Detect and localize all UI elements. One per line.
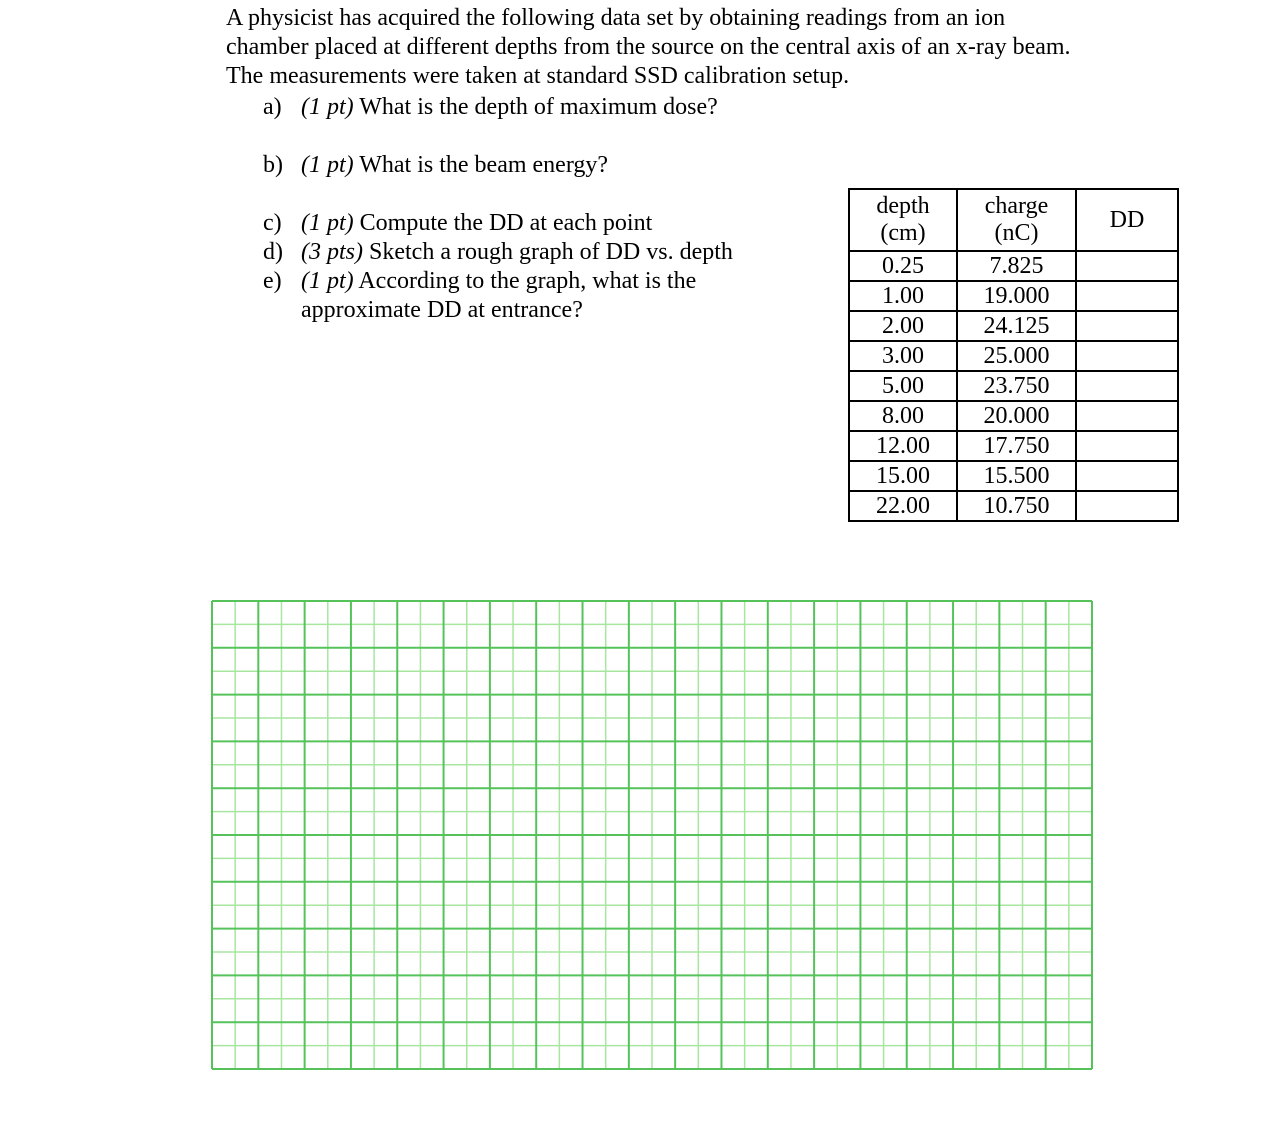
header-dd-line1: DD xyxy=(1109,206,1145,233)
cell-dd[interactable] xyxy=(1076,401,1178,431)
cell-charge: 10.750 xyxy=(957,491,1076,521)
header-charge xyxy=(957,189,1076,251)
table-row xyxy=(849,371,1178,401)
cell-dd[interactable] xyxy=(1076,431,1178,461)
graph-paper[interactable] xyxy=(211,600,1093,1070)
question-e-label: e) xyxy=(263,268,282,294)
cell-charge: 15.500 xyxy=(957,461,1076,491)
cell-depth: 3.00 xyxy=(849,341,957,371)
table-row xyxy=(849,341,1178,371)
cell-depth: 8.00 xyxy=(849,401,957,431)
question-e-points: (1 pt) xyxy=(301,268,354,294)
cell-dd[interactable] xyxy=(1076,371,1178,401)
header-charge-line1: charge xyxy=(984,193,1049,219)
cell-dd[interactable] xyxy=(1076,281,1178,311)
table-header-row xyxy=(849,189,1178,251)
table-row xyxy=(849,461,1178,491)
question-b-text: What is the beam energy? xyxy=(359,152,609,178)
question-c-points: (1 pt) xyxy=(301,210,354,236)
question-e xyxy=(263,267,696,325)
question-d-label: d) xyxy=(263,239,283,265)
question-a-label: a) xyxy=(263,94,282,120)
question-a xyxy=(263,93,718,122)
cell-depth: 12.00 xyxy=(849,431,957,461)
header-charge-line2: (nC) xyxy=(994,220,1039,246)
cell-charge: 25.000 xyxy=(957,341,1076,371)
question-c-text: Compute the DD at each point xyxy=(359,210,653,236)
cell-charge: 19.000 xyxy=(957,281,1076,311)
question-e-continuation: approximate DD at entrance? xyxy=(301,297,583,323)
header-depth xyxy=(849,189,957,251)
question-b-points: (1 pt) xyxy=(301,152,354,178)
question-c-label: c) xyxy=(263,210,282,236)
question-d xyxy=(263,238,733,267)
data-table xyxy=(848,188,1179,522)
question-e-text: According to the graph, what is the xyxy=(358,268,697,294)
cell-dd[interactable] xyxy=(1076,461,1178,491)
problem-intro: A physicist has acquired the following data set by obtaining readings from an ion chamber placed at different depths from the source on the central axis of an x-ray beam. The measurements were taken at standard SSD calibration setup. xyxy=(226,5,1071,89)
header-depth-line2: (cm) xyxy=(880,220,926,246)
cell-depth: 0.25 xyxy=(849,251,957,281)
cell-depth: 2.00 xyxy=(849,311,957,341)
cell-dd[interactable] xyxy=(1076,251,1178,281)
table-row xyxy=(849,401,1178,431)
table-row xyxy=(849,431,1178,461)
question-d-points: (3 pts) xyxy=(301,239,363,265)
question-b xyxy=(263,151,608,180)
cell-charge: 17.750 xyxy=(957,431,1076,461)
header-dd xyxy=(1076,189,1178,251)
cell-charge: 7.825 xyxy=(957,251,1076,281)
table-row xyxy=(849,311,1178,341)
cell-dd[interactable] xyxy=(1076,311,1178,341)
cell-charge: 23.750 xyxy=(957,371,1076,401)
cell-depth: 5.00 xyxy=(849,371,957,401)
cell-charge: 24.125 xyxy=(957,311,1076,341)
table-row xyxy=(849,491,1178,521)
cell-dd[interactable] xyxy=(1076,491,1178,521)
question-a-points: (1 pt) xyxy=(301,94,354,120)
header-depth-line1: depth xyxy=(876,193,930,219)
cell-dd[interactable] xyxy=(1076,341,1178,371)
cell-charge: 20.000 xyxy=(957,401,1076,431)
cell-depth: 15.00 xyxy=(849,461,957,491)
cell-depth: 22.00 xyxy=(849,491,957,521)
table-row xyxy=(849,281,1178,311)
question-a-text: What is the depth of maximum dose? xyxy=(359,94,718,120)
question-b-label: b) xyxy=(263,152,283,178)
cell-depth: 1.00 xyxy=(849,281,957,311)
table-row xyxy=(849,251,1178,281)
question-c xyxy=(263,209,652,238)
question-d-text: Sketch a rough graph of DD vs. depth xyxy=(369,239,733,265)
